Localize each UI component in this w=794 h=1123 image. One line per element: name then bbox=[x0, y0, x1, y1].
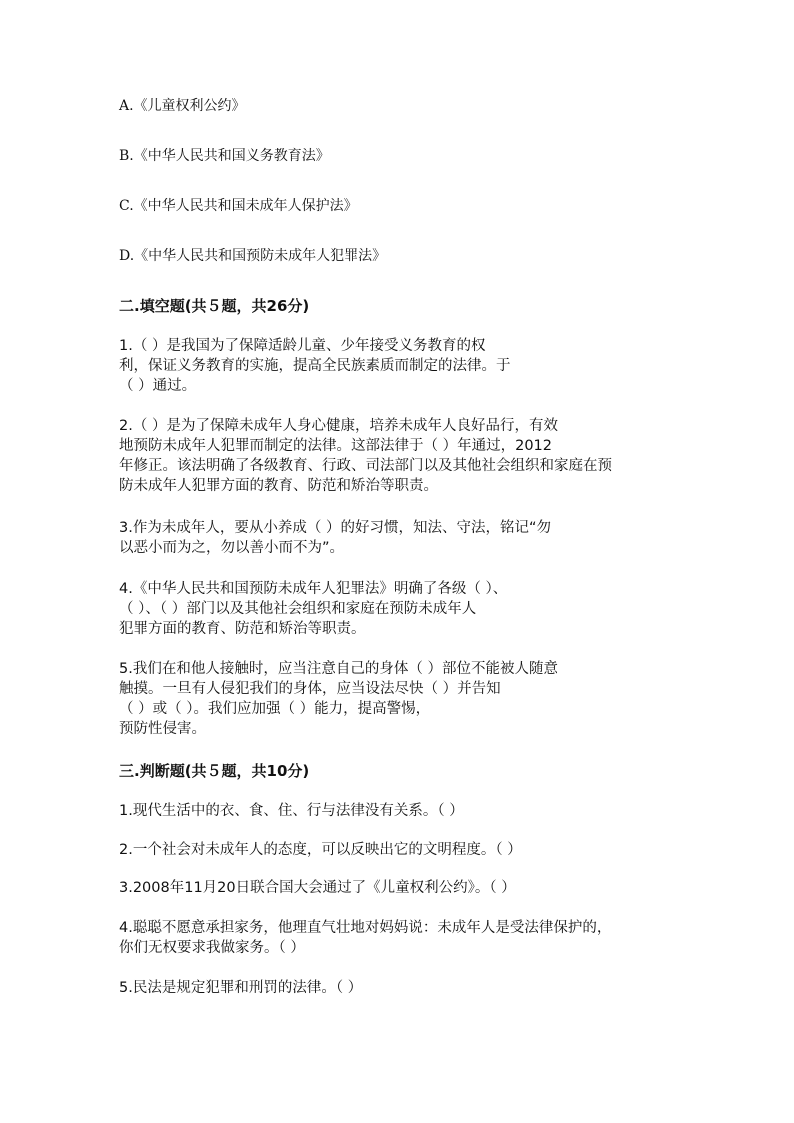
fill-question-1 bbox=[119, 336, 675, 396]
fill-question-2 bbox=[119, 416, 675, 496]
section-true-false-title: 三.判断题(共５题，共10分) bbox=[119, 762, 310, 780]
question-line: 4.《中华人民共和国预防未成年人犯罪法》明确了各级（ ）、 bbox=[119, 581, 508, 597]
question-line: 地预防未成年人犯罪而制定的法律。这部法律于（ ）年通过，2012 bbox=[119, 438, 553, 454]
tf-question-1 bbox=[119, 801, 675, 821]
fill-question-4 bbox=[119, 579, 675, 639]
question-line: 你们无权要求我做家务。（ ） bbox=[119, 940, 305, 956]
question-line: 预防性侵害。 bbox=[119, 721, 206, 737]
question-line: 3.2008年11月20日联合国大会通过了《儿童权利公约》。（ ） bbox=[119, 880, 516, 896]
question-line: 5.我们在和他人接触时，应当注意自己的身体（ ）部位不能被人随意 bbox=[119, 661, 558, 677]
question-line: 2.（ ）是为了保障未成年人身心健康，培养未成年人良好品行，有效 bbox=[119, 418, 558, 434]
question-line: 1.现代生活中的衣、食、住、行与法律没有关系。（ ） bbox=[119, 803, 464, 819]
option-c: C.《中华人民共和国未成年人保护法》 bbox=[119, 198, 358, 214]
question-line: 2.一个社会对未成年人的态度，可以反映出它的文明程度。（ ） bbox=[119, 842, 522, 858]
question-line: （ ）、（ ）部门以及其他社会组织和家庭在预防未成年人 bbox=[119, 601, 477, 617]
question-line: 利，保证义务教育的实施，提高全民族素质而制定的法律。于 bbox=[119, 358, 511, 374]
question-line: 5.民法是规定犯罪和刑罚的法律。（ ） bbox=[119, 980, 363, 996]
tf-question-4 bbox=[119, 918, 675, 958]
question-line: （ ）或（ ）。我们应加强（ ）能力，提高警惕， bbox=[119, 701, 431, 717]
question-line: 3.作为未成年人，要从小养成（ ）的好习惯，知法、守法，铭记“勿 bbox=[119, 520, 551, 536]
option-b: B.《中华人民共和国义务教育法》 bbox=[119, 148, 330, 164]
question-line: 1.（ ）是我国为了保障适龄儿童、少年接受义务教育的权 bbox=[119, 338, 486, 354]
fill-question-5 bbox=[119, 659, 675, 739]
question-line: 防未成年人犯罪方面的教育、防范和矫治等职责。 bbox=[119, 478, 438, 494]
section-fill-blank-title: 二.填空题(共５题，共26分) bbox=[119, 297, 310, 315]
tf-question-2 bbox=[119, 840, 675, 860]
fill-question-3 bbox=[119, 518, 675, 558]
option-d: D.《中华人民共和国预防未成年人犯罪法》 bbox=[119, 248, 387, 264]
question-line: 触摸。一旦有人侵犯我们的身体，应当设法尽快（ ）并告知 bbox=[119, 681, 501, 697]
question-line: （ ）通过。 bbox=[119, 378, 197, 394]
tf-question-5 bbox=[119, 978, 675, 998]
tf-question-3 bbox=[119, 878, 675, 898]
question-line: 犯罪方面的教育、防范和矫治等职责。 bbox=[119, 621, 366, 637]
question-line: 4.聪聪不愿意承担家务，他理直气壮地对妈妈说：未成年人是受法律保护的， bbox=[119, 920, 612, 936]
option-a: A.《儿童权利公约》 bbox=[119, 98, 246, 114]
question-line: 以恶小而为之，勿以善小而不为”。 bbox=[119, 540, 345, 556]
question-line: 年修正。该法明确了各级教育、行政、司法部门以及其他社会组织和家庭在预 bbox=[119, 458, 612, 474]
